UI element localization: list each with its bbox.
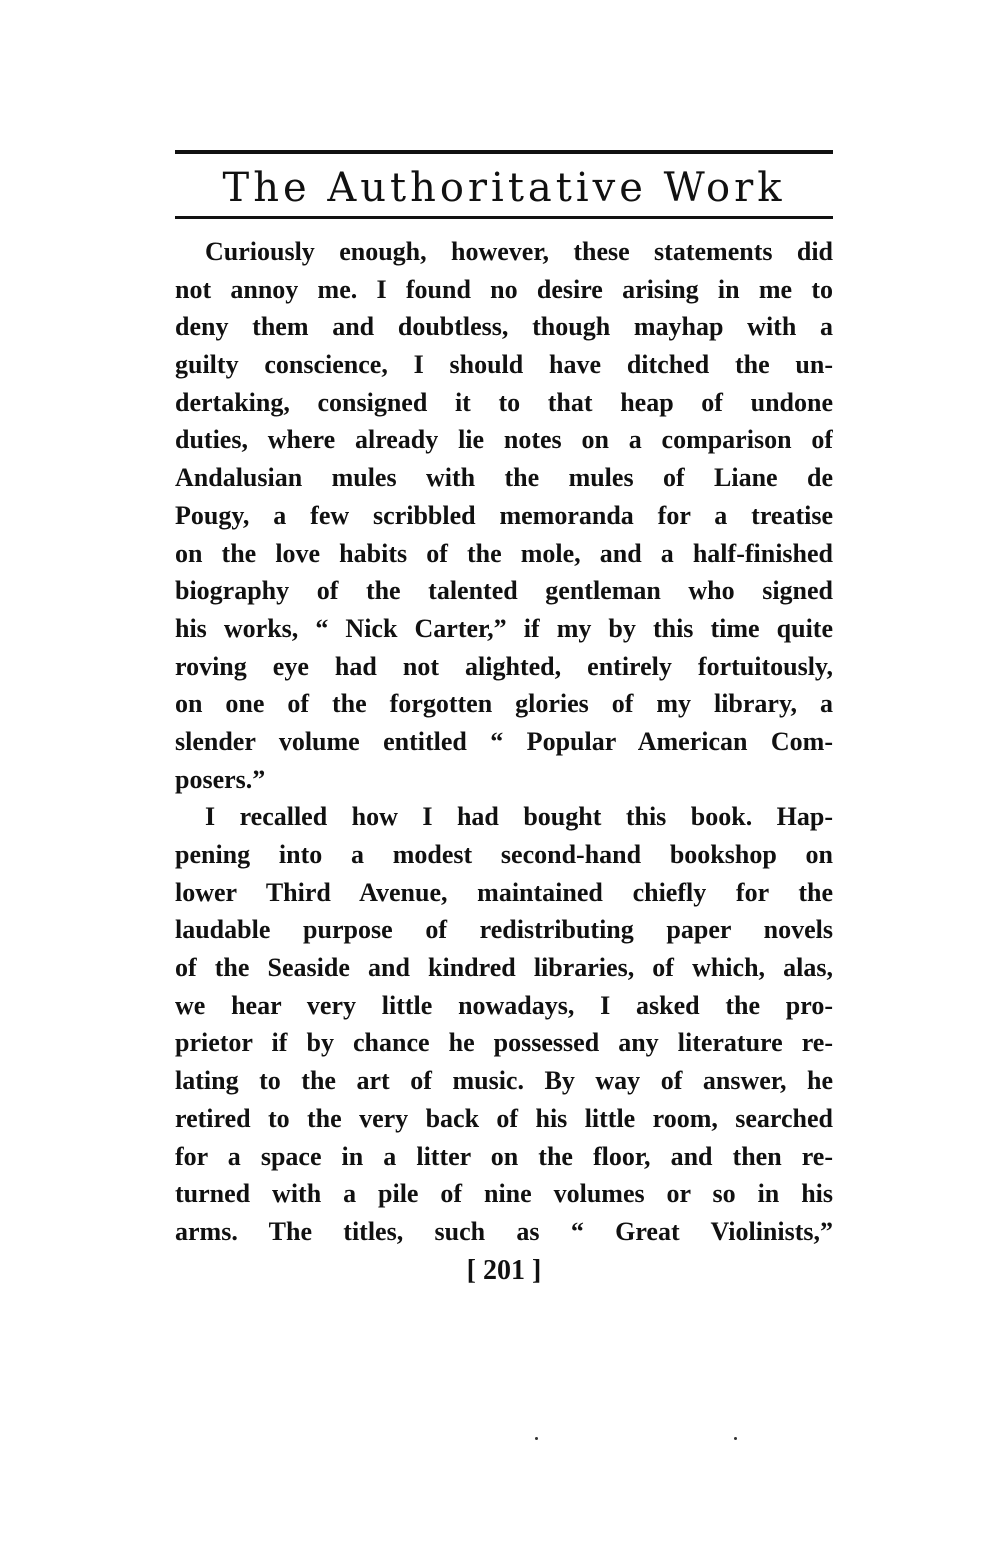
text-line: deny them and doubtless, though mayhap with a (175, 312, 833, 342)
page-number: [ 201 ] (466, 1254, 542, 1286)
paragraph-1 (175, 233, 833, 798)
text-line: lower Third Avenue, maintained chiefly for the (175, 877, 833, 907)
text-line: dertaking, consigned it to that heap of undone (175, 387, 833, 417)
text-line: we hear very little nowadays, I asked the pro- (175, 990, 833, 1020)
text-line: duties, where already lie notes on a comparison of (175, 425, 833, 455)
text-line: arms. The titles, such as “ Great Violinists,” (175, 1216, 833, 1246)
text-line: prietor if by chance he possessed any literature re- (175, 1028, 833, 1058)
text-line: laudable purpose of redistributing paper novels (175, 915, 833, 945)
text-line: for a space in a litter on the floor, and then re- (175, 1141, 833, 1171)
text-line: slender volume entitled “ Popular American Com- (175, 726, 833, 756)
text-line: retired to the very back of his little room, searched (175, 1103, 833, 1133)
print-speck (535, 1437, 538, 1440)
text-line: on the love habits of the mole, and a half-finished (175, 538, 833, 568)
text-line: not annoy me. I found no desire arising in me to (175, 274, 833, 304)
text-line: guilty conscience, I should have ditched the un- (175, 350, 833, 380)
print-speck (734, 1437, 737, 1440)
book-page (175, 150, 833, 1287)
text-line: pening into a modest second-hand bookshop on (175, 840, 833, 869)
running-title: The Authoritative Work (222, 165, 786, 211)
text-line: I recalled how I had bought this book. Hap- (205, 802, 833, 832)
text-line: of the Seaside and kindred libraries, of which, alas, (175, 953, 833, 983)
text-line: Andalusian mules with the mules of Liane de (175, 463, 833, 493)
text-line: Pougy, a few scribbled memoranda for a treatise (175, 500, 833, 530)
text-line: his works, “ Nick Carter,” if my by this time quite (175, 613, 833, 643)
text-line: on one of the forgotten glories of my library, a (175, 689, 833, 719)
header-rule-bottom (175, 216, 833, 219)
text-line: Curiously enough, however, these statements did (205, 237, 833, 266)
paragraph-2 (175, 798, 833, 1250)
header-rule-top (175, 150, 833, 154)
text-line: turned with a pile of nine volumes or so in his (175, 1179, 833, 1209)
text-line: posers.” (175, 764, 266, 794)
text-line: roving eye had not alighted, entirely fortuitously, (175, 651, 833, 681)
text-line: biography of the talented gentleman who signed (175, 576, 833, 606)
text-line: lating to the art of music. By way of answer, he (175, 1066, 833, 1096)
